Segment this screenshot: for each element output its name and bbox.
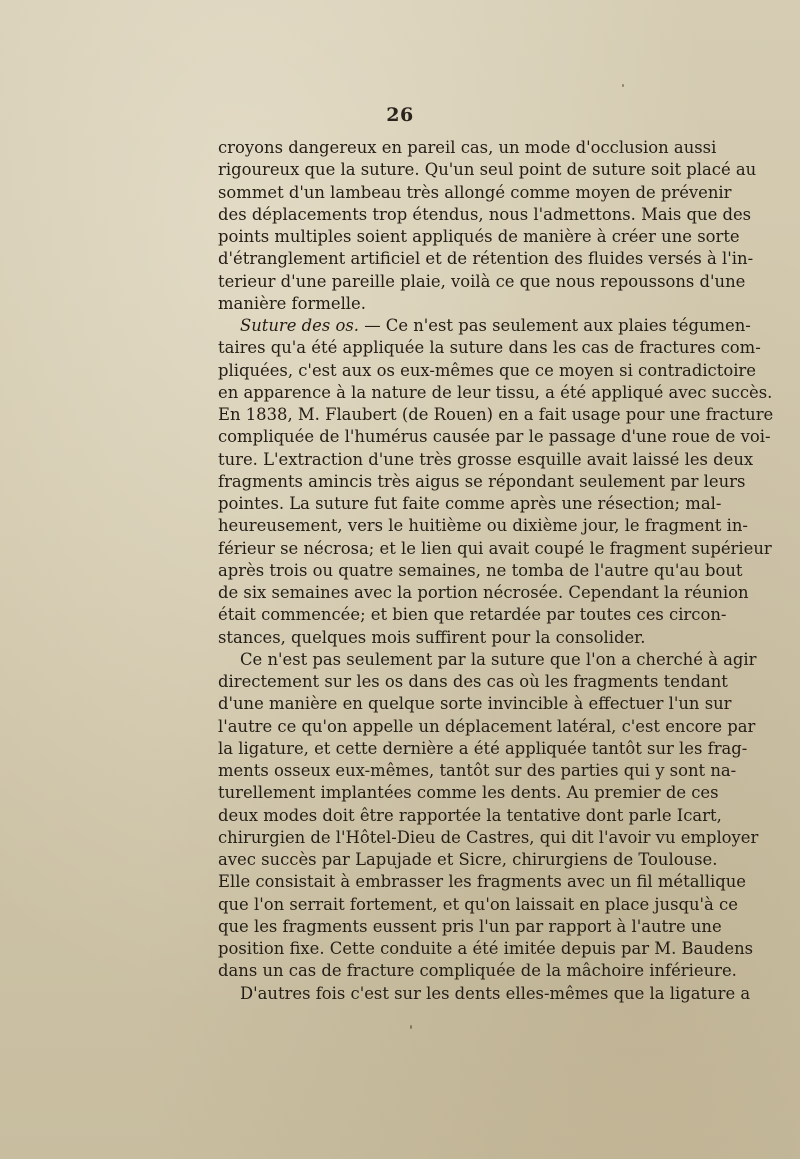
text-line: l'autre ce qu'on appelle un déplacement latéral, c'est encore par xyxy=(218,716,756,736)
section-first-line xyxy=(218,315,751,337)
text-line: chirurgien de l'Hôtel-Dieu de Castres, qui dit l'avoir vu employer xyxy=(218,827,759,847)
text-line: taires qu'a été appliquée la suture dans les cas de fractures com- xyxy=(218,338,761,358)
text-line: directement sur les os dans des cas où les fragments tendant xyxy=(218,672,728,691)
text-line: ture. L'extraction d'une très grosse esquille avait laissé les deux xyxy=(218,449,754,469)
text-line: position fixe. Cette conduite a été imitée depuis par M. Baudens xyxy=(218,939,754,958)
text-line: D'autres fois c'est sur les dents elles-mêmes que la ligature a xyxy=(240,983,751,1003)
section-first-line-rest: — Ce n'est pas seulement aux plaies tégumen- xyxy=(358,316,751,335)
text-line: que les fragments eussent pris l'un par rapport à l'autre une xyxy=(218,916,722,936)
text-line: pointes. La suture fut faite comme après une résection; mal- xyxy=(218,494,722,513)
text-line: compliquée de l'humérus causée par le passage d'une roue de voi- xyxy=(218,427,771,447)
text-line: d'étranglement artificiel et de rétention des fluides versés à l'in- xyxy=(218,249,754,269)
text-line: croyons dangereux en pareil cas, un mode d'occlusion aussi xyxy=(218,138,717,157)
text-line: Elle consistait à embrasser les fragments avec un fil métallique xyxy=(218,872,746,892)
page-number: 26 xyxy=(386,104,414,126)
text-line: turellement implantées comme les dents. Au premier de ces xyxy=(218,783,719,803)
text-line: de six semaines avec la portion nécrosée. Cependant la réunion xyxy=(218,583,749,602)
text-line: était commencée; et bien que retardée par toutes ces circon- xyxy=(218,605,727,625)
text-line: terieur d'une pareille plaie, voilà ce que nous repoussons d'une xyxy=(218,271,746,291)
text-line: manière formelle. xyxy=(218,293,366,313)
text-line: Ce n'est pas seulement par la suture que l'on a cherché à agir xyxy=(240,649,757,669)
text-line: des déplacements trop étendus, nous l'admettons. Mais que des xyxy=(218,204,752,224)
text-line: rigoureux que la suture. Qu'un seul point de suture soit placé au xyxy=(218,160,757,180)
text-line: férieur se nécrosa; et le lien qui avait coupé le fragment supérieur xyxy=(218,538,772,558)
text-line: heureusement, vers le huitième ou dixième jour, le fragment in- xyxy=(218,516,748,536)
text-line: après trois ou quatre semaines, ne tomba de l'autre qu'au bout xyxy=(218,560,743,580)
paper-speck xyxy=(410,1025,412,1029)
paper-speck xyxy=(622,84,624,87)
text-line: En 1838, M. Flaubert (de Rouen) en a fait usage pour une fracture xyxy=(218,405,774,424)
text-line: points multiples soient appliqués de manière à créer une sorte xyxy=(218,227,740,246)
section-title: Suture des os. xyxy=(240,316,359,335)
text-line: que l'on serrait fortement, et qu'on laissait en place jusqu'à ce xyxy=(218,894,738,914)
text-line: d'une manière en quelque sorte invincible à effectuer l'un sur xyxy=(218,694,732,714)
text-line: stances, quelques mois suffirent pour la consolider. xyxy=(218,627,646,647)
text-line: ments osseux eux-mêmes, tantôt sur des parties qui y sont na- xyxy=(218,761,737,780)
text-line: fragments amincis très aigus se répondant seulement par leurs xyxy=(218,471,746,491)
text-line: pliquées, c'est aux os eux-mêmes que ce moyen si contradictoire xyxy=(218,360,756,380)
text-line: la ligature, et cette dernière a été appliquée tantôt sur les frag- xyxy=(218,738,748,758)
text-line: en apparence à la nature de leur tissu, a été appliqué avec succès. xyxy=(218,382,773,402)
body-text xyxy=(218,137,774,1005)
text-line: deux modes doit être rapportée la tentative dont parle Icart, xyxy=(218,805,722,825)
text-line: sommet d'un lambeau très allongé comme moyen de prévenir xyxy=(218,182,732,202)
text-line: dans un cas de fracture compliquée de la mâchoire inférieure. xyxy=(218,961,737,981)
text-line: avec succès par Lapujade et Sicre, chirurgiens de Toulouse. xyxy=(218,850,718,869)
